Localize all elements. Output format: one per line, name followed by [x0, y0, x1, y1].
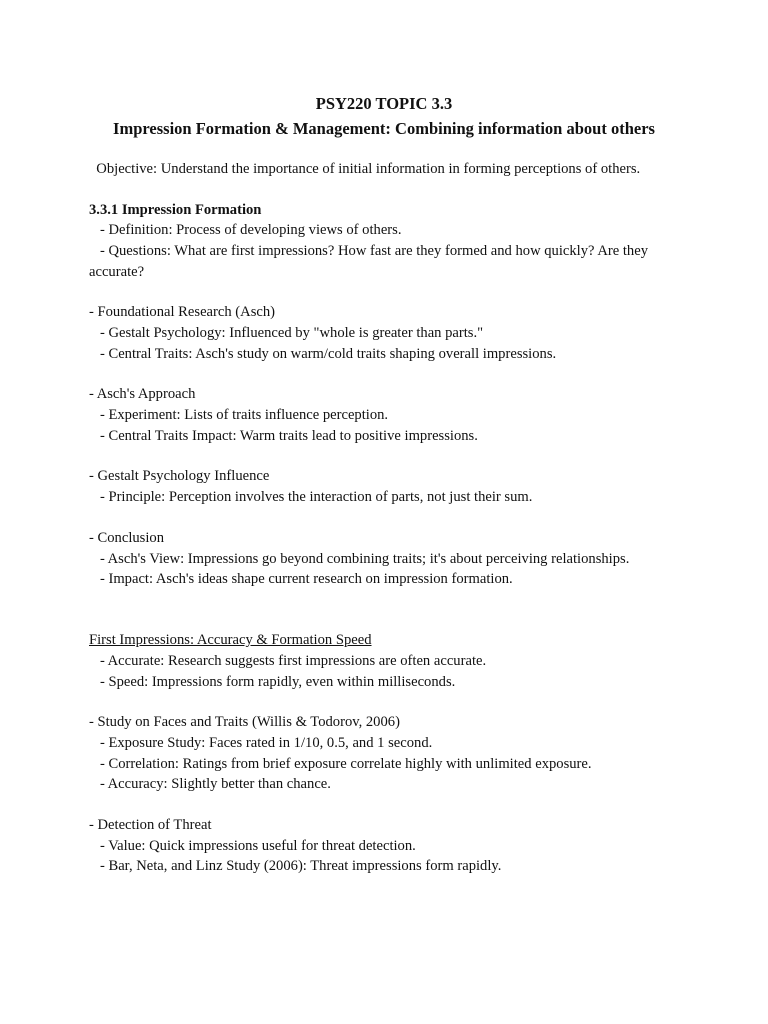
accuracy-text: - Accuracy: Slightly better than chance.: [89, 776, 331, 792]
threat-study-text: - Bar, Neta, and Linz Study (2006): Threat impressions form rapidly.: [89, 858, 502, 874]
gestalt-influence-heading: - Gestalt Psychology Influence: [89, 468, 270, 484]
first-impressions-heading: First Impressions: Accuracy & Formation Speed: [89, 632, 372, 648]
correlation-text: - Correlation: Ratings from brief exposure correlate highly with unlimited exposure.: [89, 756, 592, 772]
asch-view-text: - Asch's View: Impressions go beyond combining traits; it's about perceiving relationships.: [89, 551, 630, 567]
speed-text: - Speed: Impressions form rapidly, even within milliseconds.: [89, 674, 456, 690]
document-subtitle: Impression Formation & Management: Combining information about others: [113, 119, 655, 138]
questions-text-continued: accurate?: [89, 264, 145, 280]
gestalt-psychology-text: - Gestalt Psychology: Influenced by "whole is greater than parts.": [89, 325, 484, 341]
principle-text: - Principle: Perception involves the interaction of parts, not just their sum.: [89, 489, 533, 505]
questions-text: - Questions: What are first impressions? How fast are they formed and how quickly? Are they: [89, 243, 649, 259]
exposure-study-text: - Exposure Study: Faces rated in 1/10, 0.5, and 1 second.: [89, 735, 433, 751]
asch-approach-heading: - Asch's Approach: [89, 386, 196, 402]
conclusion-impact-text: - Impact: Asch's ideas shape current research on impression formation.: [89, 571, 513, 587]
central-traits-impact-text: - Central Traits Impact: Warm traits lead to positive impressions.: [89, 428, 478, 444]
document-title: PSY220 TOPIC 3.3: [315, 94, 453, 113]
faces-study-heading: - Study on Faces and Traits (Willis & Todorov, 2006): [89, 714, 400, 730]
definition-text: - Definition: Process of developing views of others.: [89, 222, 402, 238]
foundational-research-heading: - Foundational Research (Asch): [89, 304, 276, 320]
threat-value-text: - Value: Quick impressions useful for threat detection.: [89, 838, 416, 854]
section-heading-impression-formation: 3.3.1 Impression Formation: [89, 202, 262, 218]
objective-text: Objective: Understand the importance of initial information in forming perceptions of others.: [89, 161, 641, 177]
threat-detection-heading: - Detection of Threat: [89, 817, 212, 833]
central-traits-text: - Central Traits: Asch's study on warm/cold traits shaping overall impressions.: [89, 346, 557, 362]
accurate-text: - Accurate: Research suggests first impressions are often accurate.: [89, 653, 487, 669]
experiment-text: - Experiment: Lists of traits influence perception.: [89, 407, 389, 423]
conclusion-heading: - Conclusion: [89, 530, 164, 546]
